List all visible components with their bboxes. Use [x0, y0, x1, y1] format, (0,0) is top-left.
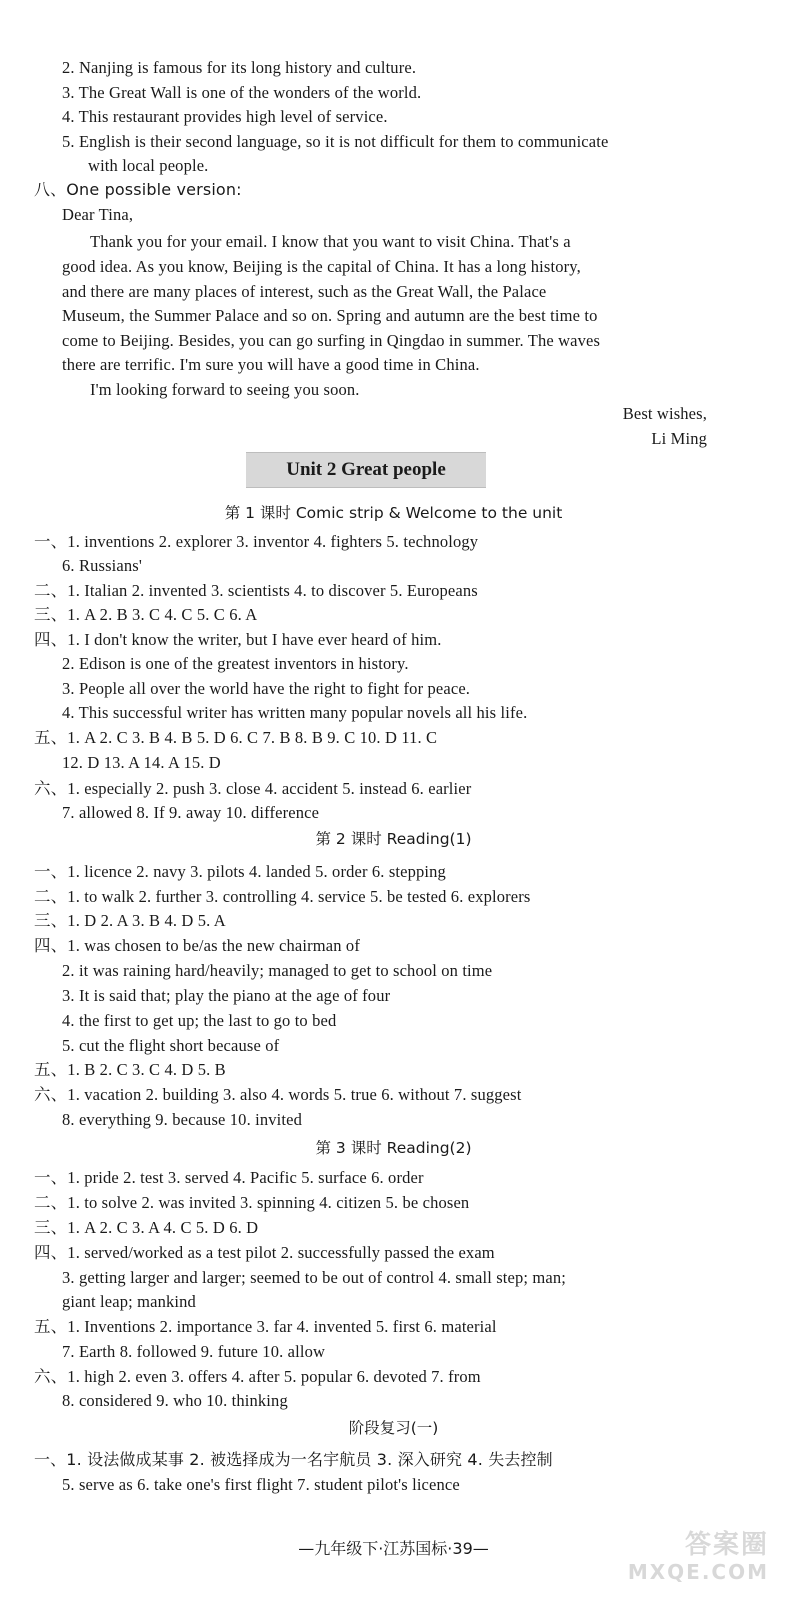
answer-line: 2. it was raining hard/heavily; managed to get to school on time — [62, 961, 493, 980]
letter-body-line: Museum, the Summer Palace and so on. Spring and autumn are the best time to — [62, 306, 598, 325]
answer-line: 五、1. A 2. C 3. B 4. B 5. D 6. C 7. B 8. B 9. C 10. D 11. C — [34, 728, 438, 747]
answer-line: 五、1. Inventions 2. importance 3. far 4. invented 5. first 6. material — [34, 1317, 497, 1336]
watermark-logo — [619, 1530, 769, 1590]
answer-line: with local people. — [88, 156, 209, 175]
letter-sign-off: Best wishes, — [622, 404, 707, 423]
lesson-heading: 第 3 课时 Reading(2) — [315, 1139, 472, 1157]
answer-line: 六、1. high 2. even 3. offers 4. after 5. popular 6. devoted 7. from — [34, 1367, 481, 1386]
answer-line: 五、1. B 2. C 3. C 4. D 5. B — [34, 1060, 226, 1079]
letter-closing-line: I'm looking forward to seeing you soon. — [90, 380, 360, 399]
letter-greeting: Dear Tina, — [62, 205, 134, 224]
answer-line: 六、1. vacation 2. building 3. also 4. words 5. true 6. without 7. suggest — [34, 1085, 522, 1104]
page-footer: —九年级下·江苏国标·39— — [298, 1539, 489, 1558]
answer-line: 四、1. I don't know the writer, but I have ever heard of him. — [34, 630, 442, 649]
answer-line: 3. getting larger and larger; seemed to be out of control 4. small step; man; — [62, 1268, 566, 1287]
section-eight-intro: 八、One possible version: — [34, 180, 242, 199]
letter-body-line: Thank you for your email. I know that you want to visit China. That's a — [90, 232, 571, 251]
answer-line: 4. This successful writer has written many popular novels all his life. — [62, 703, 528, 722]
answer-line: 7. allowed 8. If 9. away 10. difference — [62, 803, 320, 822]
letter-body-line: good idea. As you know, Beijing is the capital of China. It has a long history, — [62, 257, 581, 276]
answer-line: 12. D 13. A 14. A 15. D — [62, 753, 221, 772]
watermark-url: MXQE.COM — [627, 1560, 769, 1584]
answer-line: 4. the first to get up; the last to go to bed — [62, 1011, 337, 1030]
answer-line: 一、1. pride 2. test 3. served 4. Pacific 5. surface 6. order — [34, 1168, 424, 1187]
answer-line: 一、1. 设法做成某事 2. 被选择成为一名宇航员 3. 深入研究 4. 失去控制 — [34, 1450, 553, 1469]
answer-line: 5. serve as 6. take one's first flight 7. student pilot's licence — [62, 1475, 460, 1494]
letter-signature-name: Li Ming — [651, 429, 707, 448]
answer-line: 3. People all over the world have the right to fight for peace. — [62, 679, 471, 698]
answer-line: 一、1. inventions 2. explorer 3. inventor 4. fighters 5. technology — [34, 532, 479, 551]
answer-line: 四、1. was chosen to be/as the new chairman of — [34, 936, 360, 955]
answer-line: 2. Edison is one of the greatest inventors in history. — [62, 654, 409, 673]
answer-line: 一、1. licence 2. navy 3. pilots 4. landed 5. order 6. stepping — [34, 862, 446, 881]
answer-line: 三、1. A 2. C 3. A 4. C 5. D 6. D — [34, 1218, 259, 1237]
letter-body-line: and there are many places of interest, such as the Great Wall, the Palace — [62, 282, 547, 301]
letter-body-line: there are terrific. I'm sure you will have a good time in China. — [62, 355, 480, 374]
answer-line: 四、1. served/worked as a test pilot 2. successfully passed the exam — [34, 1243, 495, 1262]
answer-line: 5. English is their second language, so it is not difficult for them to communicate — [62, 132, 609, 151]
answer-line: giant leap; mankind — [62, 1292, 196, 1311]
answer-line: 六、1. especially 2. push 3. close 4. accident 5. instead 6. earlier — [34, 779, 472, 798]
answer-line: 6. Russians' — [62, 556, 142, 575]
answer-line: 4. This restaurant provides high level of service. — [62, 107, 388, 126]
answer-line: 二、1. to solve 2. was invited 3. spinning 4. citizen 5. be chosen — [34, 1193, 470, 1212]
answer-line: 二、1. Italian 2. invented 3. scientists 4. to discover 5. Europeans — [34, 581, 478, 600]
lesson-heading: 第 2 课时 Reading(1) — [315, 830, 472, 848]
answer-line: 二、1. to walk 2. further 3. controlling 4. service 5. be tested 6. explorers — [34, 887, 531, 906]
answer-line: 5. cut the flight short because of — [62, 1036, 280, 1055]
unit-title: Unit 2 Great people — [246, 452, 486, 488]
lesson-heading: 第 1 课时 Comic strip & Welcome to the unit — [224, 504, 563, 522]
answer-line: 3. The Great Wall is one of the wonders of the world. — [62, 83, 422, 102]
answer-line: 3. It is said that; play the piano at the age of four — [62, 986, 391, 1005]
watermark-logo-text: 答案圈 — [684, 1530, 769, 1560]
answer-line: 8. everything 9. because 10. invited — [62, 1110, 303, 1129]
answer-line: 三、1. A 2. B 3. C 4. C 5. C 6. A — [34, 605, 258, 624]
review-heading: 阶段复习(一) — [348, 1419, 439, 1437]
answer-line: 2. Nanjing is famous for its long history and culture. — [62, 58, 417, 77]
answer-line: 三、1. D 2. A 3. B 4. D 5. A — [34, 911, 226, 930]
letter-body-line: come to Beijing. Besides, you can go surfing in Qingdao in summer. The waves — [62, 331, 601, 350]
answer-line: 8. considered 9. who 10. thinking — [62, 1391, 288, 1410]
answer-line: 7. Earth 8. followed 9. future 10. allow — [62, 1342, 326, 1361]
